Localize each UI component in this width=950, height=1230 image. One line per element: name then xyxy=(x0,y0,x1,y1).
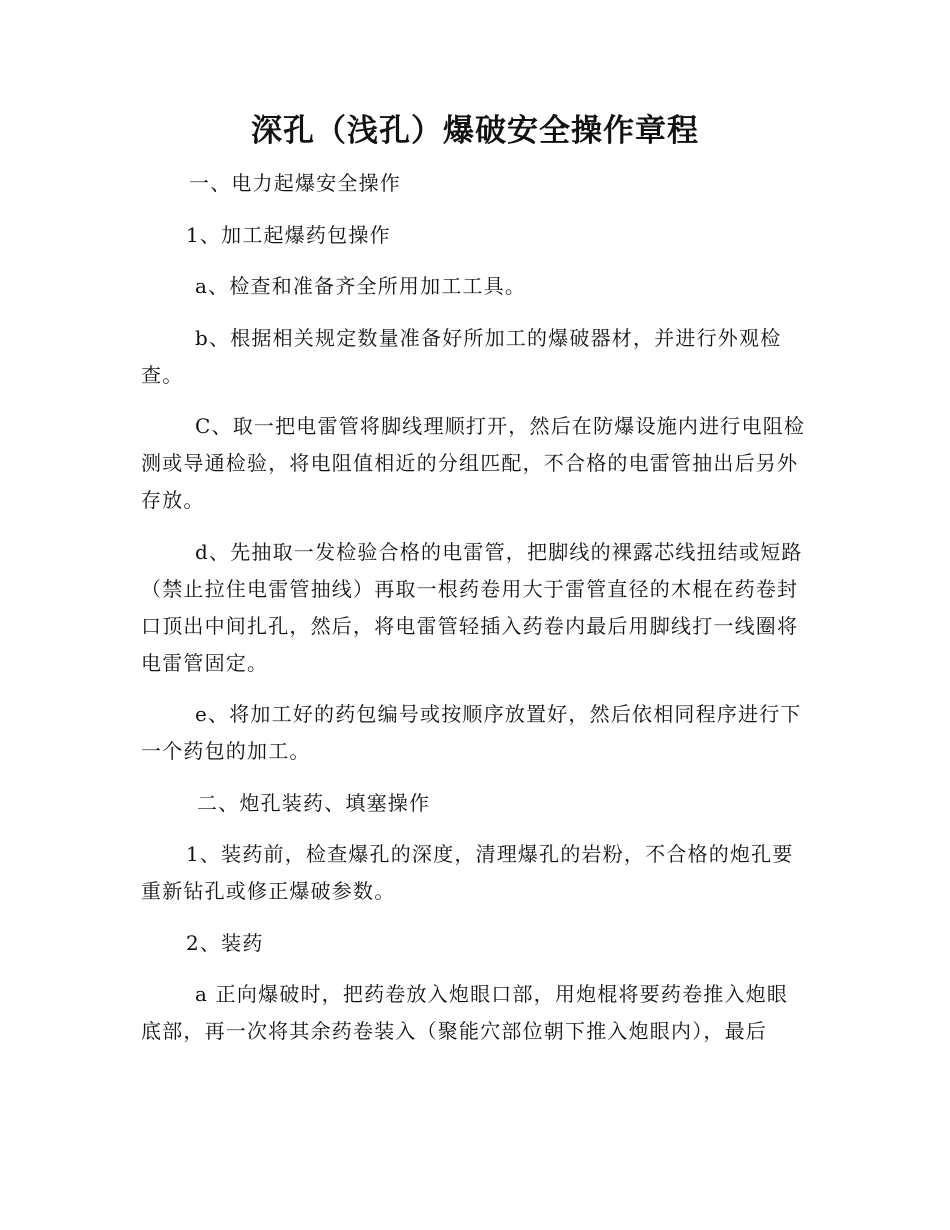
section-heading-electric-detonation: 一、电力起爆安全操作 xyxy=(189,171,401,195)
paragraph-step-a: a、检查和准备齐全所用加工工具。 xyxy=(195,274,527,298)
paragraph-step-b: b、根据相关规定数量准备好所加工的爆破器材，并进行外观检查。 xyxy=(141,325,782,387)
subsection-heading-primer-processing: 1、加工起爆药包操作 xyxy=(186,222,391,247)
paragraph-step-d: d、先抽取一发检验合格的电雷管，把脚线的裸露芯线扭结或短路（禁止拉住电雷管抽线）再取一根药卷用大于雷管直径的木棍在药卷封口顶出中间扎孔，然后，将电雷管轻插入药卷内最后用脚线打一线圈将电雷管固定。 xyxy=(141,539,803,675)
document-body xyxy=(141,165,806,1050)
document-title: 深孔（浅孔）爆破安全操作章程 xyxy=(251,113,699,149)
paragraph-step-c: C、取一把电雷管将脚线理顺打开，然后在防爆设施内进行电阻检测或导通检验，将电阻值相近的分组匹配，不合格的电雷管抽出后另外存放。 xyxy=(141,414,806,512)
paragraph-step-e: e、将加工好的药包编号或按顺序放置好，然后依相同程序进行下一个药包的加工。 xyxy=(141,702,802,763)
subsection-heading-charging: 2、装药 xyxy=(186,930,264,955)
paragraph-item-1: 1、装药前，检查爆孔的深度，清理爆孔的岩粉，不合格的炮孔要重新钻孔或修正爆破参数。 xyxy=(141,842,794,903)
paragraph-charging-a: a 正向爆破时，把药卷放入炮眼口部，用炮棍将要药卷推入炮眼底部，再一次将其余药卷装入（聚能穴部位朝下推入炮眼内），最后 xyxy=(141,982,789,1043)
section-heading-charging-stemming: 二、炮孔装药、填塞操作 xyxy=(197,790,431,815)
